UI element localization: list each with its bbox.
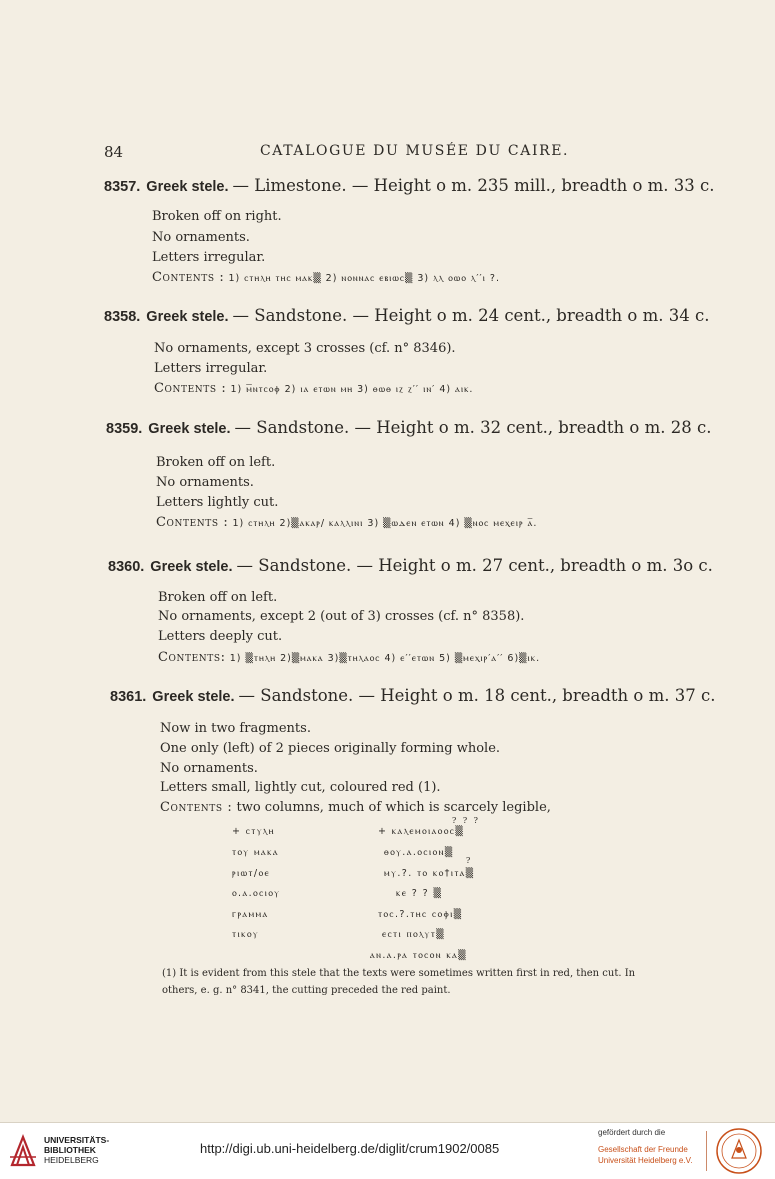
entry-heading bbox=[104, 306, 709, 325]
uncertain-marks: ? ? ? bbox=[452, 816, 480, 825]
left-column-line: ⲧⲟⲩ ⲙⲁⲕⲁ bbox=[232, 847, 280, 858]
entry-contents bbox=[152, 270, 500, 285]
contents-label: Contents : bbox=[160, 800, 233, 815]
entry-title: Greek stele. bbox=[146, 309, 229, 325]
university-seal-icon bbox=[714, 1126, 764, 1176]
footnote: (1) It is evident from this stele that the texts were sometimes written first in red, then cut. In others, e. g. n° 8341, the cutting preceded the red paint. bbox=[162, 968, 636, 996]
left-column-line: + ⲥⲧⲩⲗⲏ bbox=[232, 826, 275, 837]
entry-line: No ornaments. bbox=[156, 475, 254, 490]
contents-label: Contents : bbox=[152, 270, 225, 285]
entry-dimensions: — Sandstone. — Height o m. 18 cent., breadth o m. 37 c. bbox=[238, 686, 716, 705]
entry-dimensions: — Limestone. — Height o m. 235 mill., breadth o m. 33 c. bbox=[232, 176, 715, 195]
sponsor-credit bbox=[598, 1127, 692, 1166]
library-name bbox=[44, 1135, 109, 1165]
entry-heading bbox=[106, 418, 711, 437]
sponsor-line: Gesellschaft der Freunde bbox=[598, 1145, 688, 1154]
entry-line: Broken off on left. bbox=[156, 455, 276, 470]
entry-dimensions: — Sandstone. — Height o m. 32 cent., breadth o m. 28 c. bbox=[234, 418, 712, 437]
entry-dimensions: — Sandstone. — Height o m. 27 cent., breadth o m. 3o c. bbox=[236, 556, 713, 575]
right-column-line: + ⲕⲁⲗⲉⲙⲟⲓⲁⲟⲟⲥ▒ bbox=[378, 826, 465, 837]
entry-number: 8358. bbox=[104, 309, 141, 325]
entry-line: Letters irregular. bbox=[152, 250, 266, 265]
entry-contents bbox=[158, 650, 540, 665]
library-name-line: UNIVERSITÄTS- bbox=[44, 1135, 110, 1145]
entry-line: Letters irregular. bbox=[154, 361, 268, 376]
left-column-line: ⲣⲓⲱⲧ/ⲟⲉ bbox=[232, 868, 271, 879]
contents-text: 1) ⲥⲧⲏⲗⲏ 2)▒ⲁⲕⲁⲣ/ ⲕⲁⲗⲗⲓⲛⲓ 3) ▒ⲱⲇⲉⲛ ⲉⲧⲱⲛ 4) ▒ⲛⲟⲥ ⲙⲉⲭⲉⲓⲣ ⲁ̅. bbox=[232, 518, 538, 529]
contents-text: two columns, much of which is scarcely legible, bbox=[236, 800, 551, 815]
running-title: CATALOGUE DU MUSÉE DU CAIRE. bbox=[260, 143, 570, 159]
entry-line: Now in two fragments. bbox=[160, 721, 311, 736]
entry-contents bbox=[160, 800, 551, 815]
contents-text: 1) ▒ⲧⲏⲗⲏ 2)▒ⲙⲁⲕⲁ 3)▒ⲧⲏⲗⲁⲟⲥ 4) ⲉ′′ⲉⲧⲱⲛ 5) ▒ⲙⲉⲭⲓⲣ′ⲁ′′ 6)▒ⲓⲕ. bbox=[229, 653, 541, 664]
left-column-line: ⲧⲓⲕⲟⲩ bbox=[232, 929, 260, 940]
left-column-line: ⲅⲣⲁⲙⲙⲁ bbox=[232, 909, 269, 920]
entry-number: 8357. bbox=[104, 179, 141, 195]
entry-number: 8359. bbox=[106, 421, 143, 437]
digitization-footer bbox=[0, 1122, 775, 1179]
right-column-line: ⲉⲥⲧⲓ ⲡⲟⲗⲩⲧ▒ bbox=[382, 929, 446, 940]
entry-line: No ornaments, except 3 crosses (cf. n° 8346). bbox=[154, 341, 456, 356]
uncertain-mark: ? bbox=[466, 856, 473, 865]
right-column-line: ⲧⲟⲥ.?.ⲧⲏⲥ ⲥⲟⲫⲓ▒ bbox=[378, 909, 463, 920]
library-name-line: BIBLIOTHEK bbox=[44, 1145, 96, 1155]
entry-number: 8361. bbox=[110, 689, 147, 705]
contents-label: Contents : bbox=[156, 515, 229, 530]
entry-line: No ornaments, except 2 (out of 3) crosses (cf. n° 8358). bbox=[158, 609, 525, 624]
right-column-line: ⲁⲛ.ⲁ.ⲣⲁ ⲧⲟⲥⲟⲛ ⲕⲁ▒ bbox=[370, 950, 467, 961]
entry-title: Greek stele. bbox=[148, 421, 231, 437]
right-column-line: ⲑⲟⲩ.ⲁ.ⲟⲥⲓⲟⲛ▒ bbox=[384, 847, 454, 858]
entry-line: Letters small, lightly cut, coloured red (1). bbox=[160, 780, 441, 795]
entry-line: Letters lightly cut. bbox=[156, 495, 279, 510]
right-column-line: ⲙⲩ.?. ⲧⲟ ⲕⲟ†ⲓⲧⲁ▒ bbox=[384, 868, 475, 879]
sponsor-line: Universität Heidelberg e.V. bbox=[598, 1156, 693, 1165]
entry-line: Broken off on right. bbox=[152, 209, 282, 224]
university-library-logo-icon bbox=[8, 1133, 38, 1169]
permalink-url[interactable]: http://digi.ub.uni-heidelberg.de/diglit/crum1902/0085 bbox=[200, 1141, 500, 1156]
entry-heading bbox=[104, 176, 715, 195]
page-number: 84 bbox=[104, 143, 124, 161]
footer-divider bbox=[706, 1131, 707, 1171]
entry-line: No ornaments. bbox=[152, 230, 250, 245]
entry-number: 8360. bbox=[108, 559, 145, 575]
library-name-line: HEIDELBERG bbox=[44, 1155, 99, 1165]
right-column-line: ⲕⲉ ? ? ▒ bbox=[396, 888, 443, 899]
entry-contents bbox=[154, 381, 473, 396]
entry-line: One only (left) of 2 pieces originally forming whole. bbox=[160, 741, 501, 756]
entry-line: Broken off on left. bbox=[158, 590, 278, 605]
entry-line: No ornaments. bbox=[160, 761, 258, 776]
entry-title: Greek stele. bbox=[150, 559, 233, 575]
entry-title: Greek stele. bbox=[146, 179, 229, 195]
entry-line: Letters deeply cut. bbox=[158, 629, 283, 644]
contents-label: Contents : bbox=[154, 381, 227, 396]
entry-heading bbox=[110, 686, 715, 705]
entry-heading bbox=[108, 556, 713, 575]
contents-label: Contents: bbox=[158, 650, 226, 665]
contents-text: 1) ⲥⲧⲏⲗⲏ ⲧⲏⲥ ⲙⲁⲕ▒ 2) ⲛⲟⲛⲛⲁⲥ ⲉⲃⲓⲱⲥ▒ 3) ⲗⲗ ⲟⲱⲟ ⲗ′′ⲓ ?. bbox=[228, 273, 500, 284]
entry-title: Greek stele. bbox=[152, 689, 235, 705]
entry-contents bbox=[156, 515, 537, 530]
sponsor-line: gefördert durch die bbox=[598, 1128, 666, 1137]
contents-text: 1) ⲙ̅ⲛⲧⲥⲟⲫ 2) ⲓⲁ ⲉⲧⲱⲛ ⲙⲏ 3) ⲑⲱⲑ ⲓⲍ ⲍ′′ ⲓⲛ′ 4) ⲁⲓⲕ. bbox=[230, 384, 474, 395]
left-column-line: ⲟ.ⲁ.ⲟⲥⲓⲟⲩ bbox=[232, 888, 281, 899]
entry-dimensions: — Sandstone. — Height o m. 24 cent., breadth o m. 34 c. bbox=[232, 306, 710, 325]
